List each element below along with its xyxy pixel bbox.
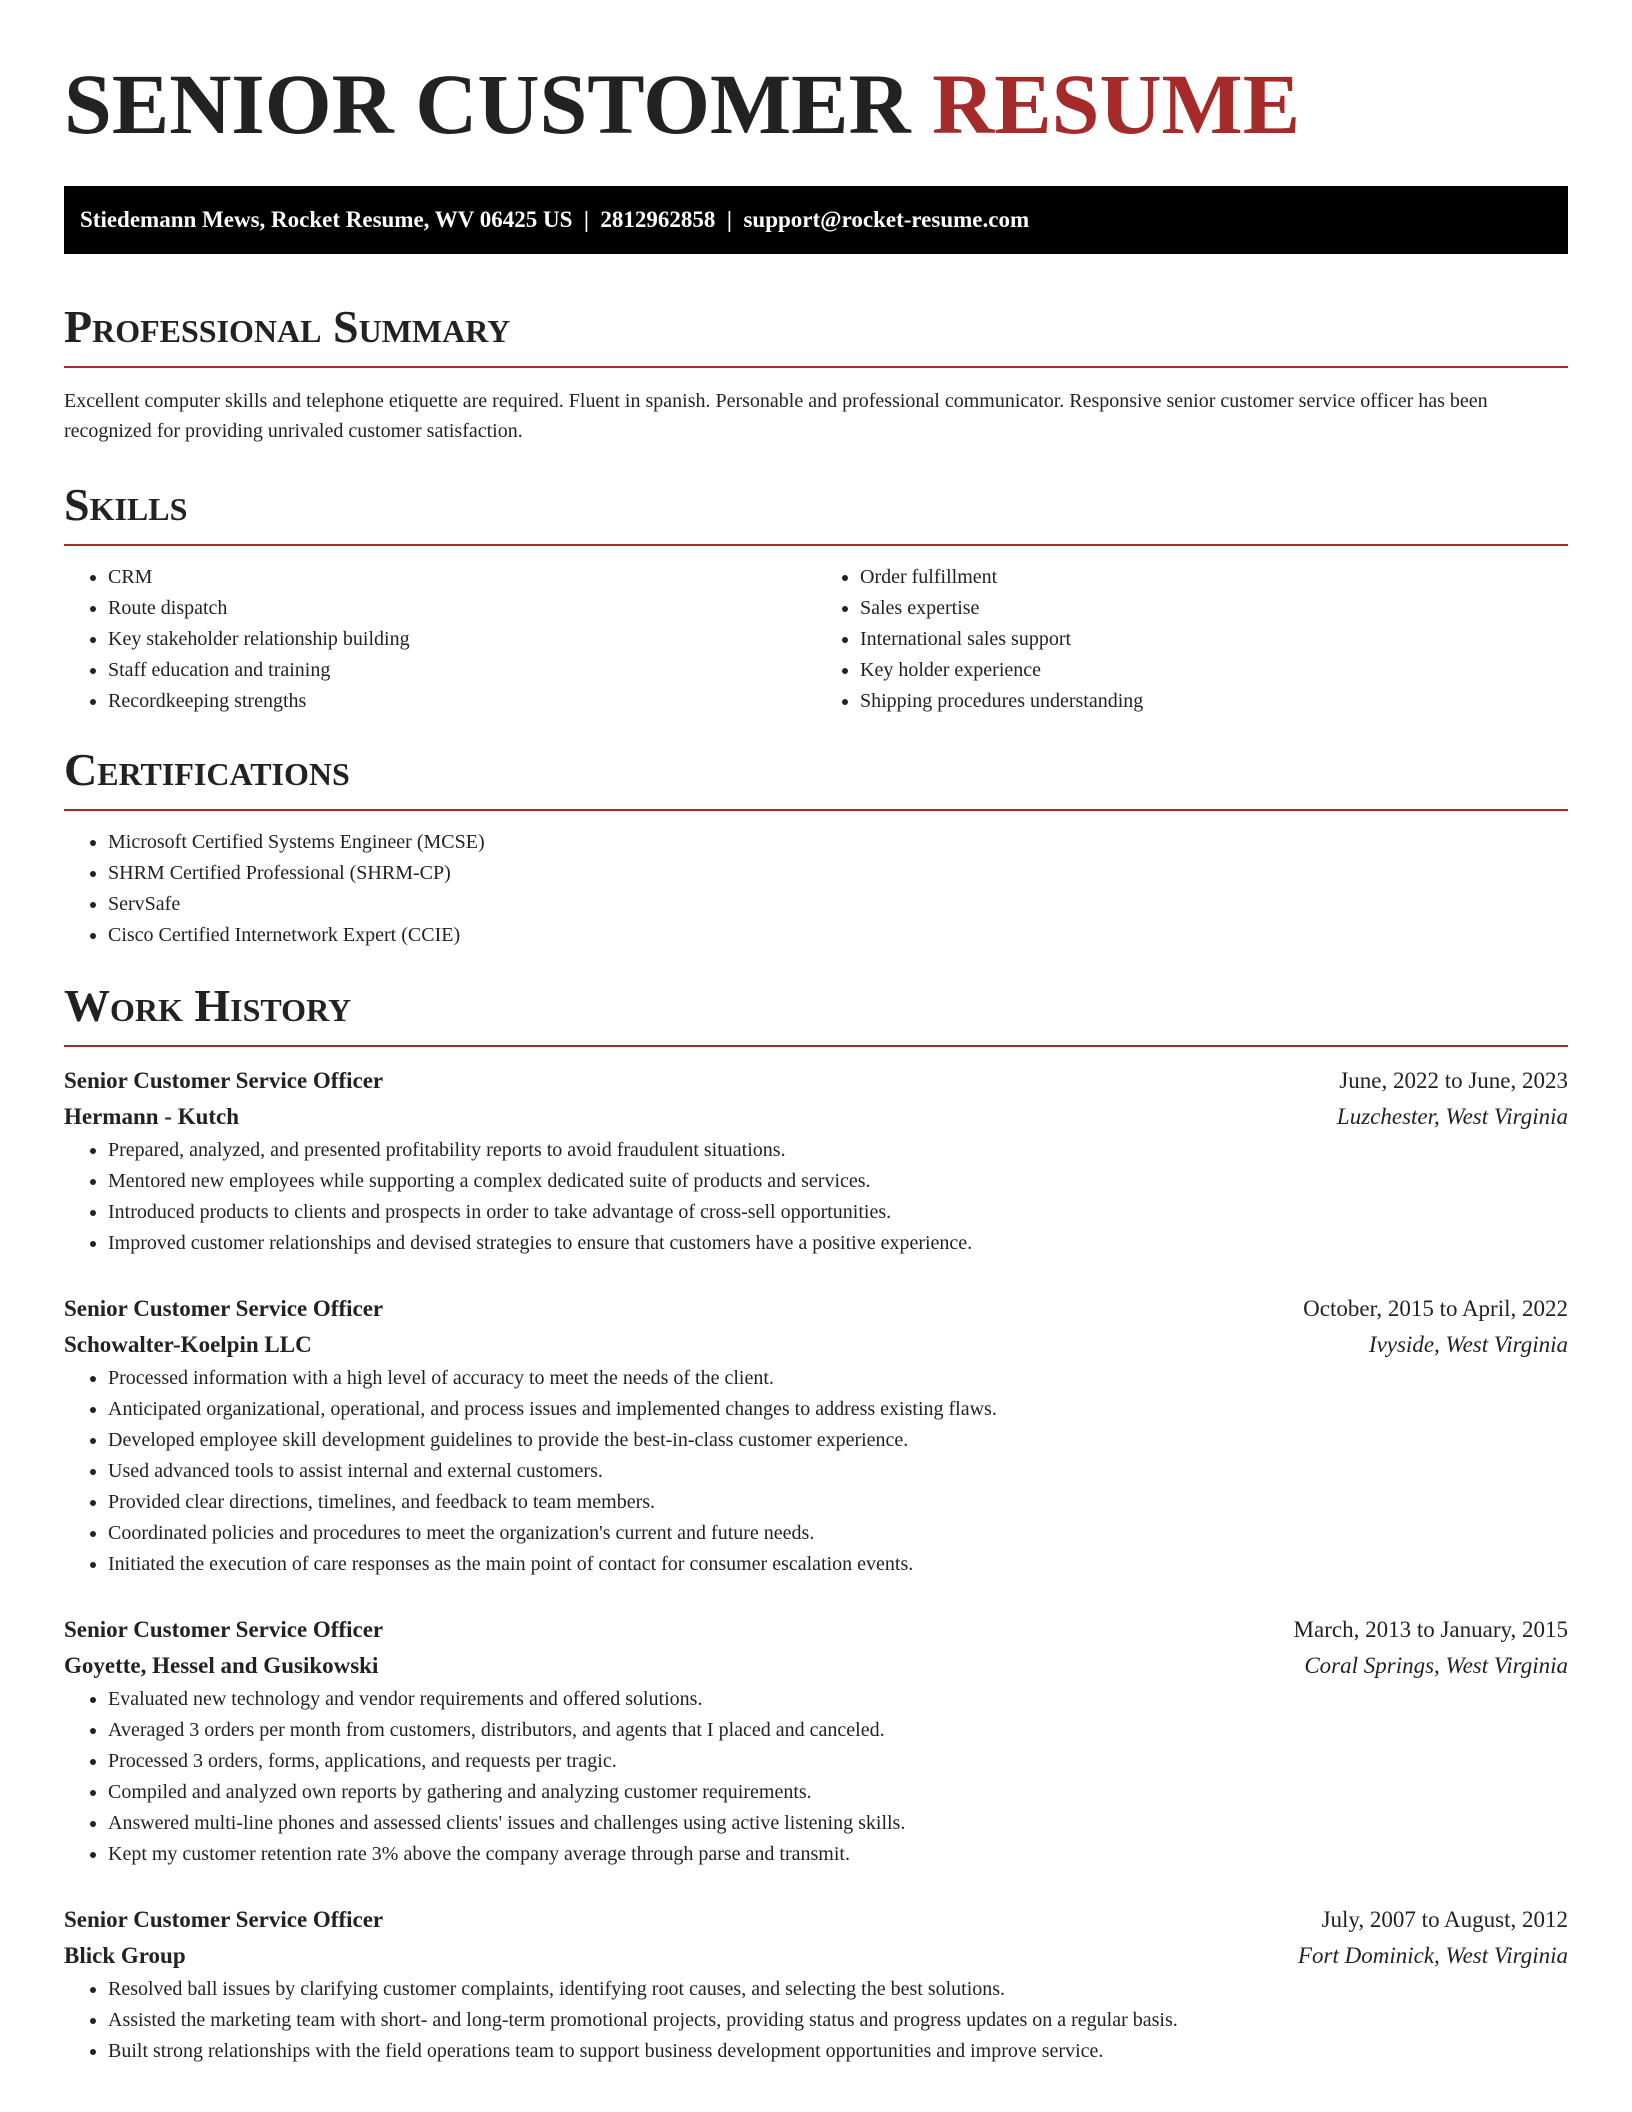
- list-item: • SHRM Certified Professional (SHRM-CP): [108, 858, 1568, 889]
- summary-text: Excellent computer skills and telephone etiquette are required. Fluent in spanish. Personable and professional communicator. Responsive senior customer service officer has been recognized for providing unrivaled customer satisfaction.: [64, 390, 1488, 442]
- list-item: • Developed employee skill development guidelines to provide the best-in-class customer experience.: [108, 1425, 1568, 1456]
- job-company: Goyette, Hessel and Gusikowski: [64, 1653, 379, 1678]
- job-dates: March, 2013 to January, 2015: [1293, 1617, 1568, 1642]
- skills-list-left: [64, 562, 816, 717]
- list-item: • Key stakeholder relationship building: [108, 624, 816, 655]
- job-location: Luzchester, West Virginia: [1336, 1104, 1568, 1129]
- section-divider: [64, 1045, 1568, 1047]
- job-header: [64, 1291, 1568, 1327]
- skills-column-left: [64, 562, 816, 717]
- list-item: • Assisted the marketing team with short- and long-term promotional projects, providing status and progress updates on a regular basis.: [108, 2005, 1568, 2036]
- skills-heading: Skills: [64, 479, 188, 530]
- contact-bar: [64, 186, 1568, 254]
- job-subheader: [64, 1938, 1568, 1974]
- list-item: • Route dispatch: [108, 593, 816, 624]
- list-item: • Used advanced tools to assist internal and external customers.: [108, 1456, 1568, 1487]
- job-location: Coral Springs, West Virginia: [1304, 1653, 1568, 1678]
- list-item: • Staff education and training: [108, 655, 816, 686]
- job-company: Hermann - Kutch: [64, 1104, 240, 1129]
- list-item: • Processed 3 orders, forms, applications, and requests per tragic.: [108, 1746, 1568, 1777]
- list-item: • Mentored new employees while supporting a complex dedicated suite of products and services.: [108, 1166, 1568, 1197]
- job-subheader: [64, 1327, 1568, 1363]
- list-item: • CRM: [108, 562, 816, 593]
- list-item: • Shipping procedures understanding: [860, 686, 1568, 717]
- job-bullets: [64, 1974, 1568, 2067]
- list-item: • Provided clear directions, timelines, and feedback to team members.: [108, 1487, 1568, 1518]
- list-item: • Evaluated new technology and vendor requirements and offered solutions.: [108, 1684, 1568, 1715]
- skills-grid: [64, 562, 1568, 717]
- certifications-list: [64, 827, 1568, 951]
- title-accent: RESUME: [932, 56, 1301, 152]
- list-item: • Improved customer relationships and devised strategies to ensure that customers have a positive experience.: [108, 1228, 1568, 1259]
- job-title: Senior Customer Service Officer: [64, 1617, 384, 1642]
- job-bullets: [64, 1684, 1568, 1870]
- job-location: Ivyside, West Virginia: [1368, 1332, 1568, 1357]
- list-item: • Microsoft Certified Systems Engineer (MCSE): [108, 827, 1568, 858]
- summary-section: [64, 302, 1568, 446]
- job-entry: [64, 1612, 1568, 1870]
- resume-title: [64, 56, 1568, 152]
- certifications-section: [64, 745, 1568, 951]
- job-dates: July, 2007 to August, 2012: [1321, 1907, 1568, 1932]
- list-item: • Answered multi-line phones and assessed clients' issues and challenges using active listening skills.: [108, 1808, 1568, 1839]
- list-item: • Resolved ball issues by clarifying customer complaints, identifying root causes, and selecting the best solutions.: [108, 1974, 1568, 2005]
- certifications-heading: Certifications: [64, 744, 350, 795]
- list-item: • Anticipated organizational, operational, and process issues and implemented changes to address existing flaws.: [108, 1394, 1568, 1425]
- job-title: Senior Customer Service Officer: [64, 1068, 384, 1093]
- list-item: • Sales expertise: [860, 593, 1568, 624]
- job-bullets: [64, 1135, 1568, 1259]
- work-history-section: [64, 981, 1568, 2067]
- job-title: Senior Customer Service Officer: [64, 1296, 384, 1321]
- job-bullets: [64, 1363, 1568, 1580]
- job-dates: October, 2015 to April, 2022: [1303, 1296, 1568, 1321]
- list-item: • International sales support: [860, 624, 1568, 655]
- section-divider: [64, 809, 1568, 811]
- job-dates: June, 2022 to June, 2023: [1339, 1068, 1568, 1093]
- list-item: • Kept my customer retention rate 3% above the company average through parse and transmit.: [108, 1839, 1568, 1870]
- job-entry: [64, 1902, 1568, 2067]
- skills-section: [64, 480, 1568, 717]
- list-item: • Initiated the execution of care responses as the main point of contact for consumer escalation events.: [108, 1549, 1568, 1580]
- skills-column-right: [816, 562, 1568, 717]
- job-header: [64, 1902, 1568, 1938]
- job-entry: [64, 1291, 1568, 1580]
- summary-heading: Professional Summary: [64, 301, 511, 352]
- job-location: Fort Dominick, West Virginia: [1297, 1943, 1568, 1968]
- section-divider: [64, 544, 1568, 546]
- job-company: Schowalter-Koelpin LLC: [64, 1332, 312, 1357]
- skills-list-right: [816, 562, 1568, 717]
- job-subheader: [64, 1648, 1568, 1684]
- list-item: • Cisco Certified Internetwork Expert (CCIE): [108, 920, 1568, 951]
- list-item: • ServSafe: [108, 889, 1568, 920]
- list-item: • Order fulfillment: [860, 562, 1568, 593]
- list-item: • Key holder experience: [860, 655, 1568, 686]
- job-subheader: [64, 1099, 1568, 1135]
- job-header: [64, 1063, 1568, 1099]
- job-entry: [64, 1063, 1568, 1259]
- list-item: • Compiled and analyzed own reports by gathering and analyzing customer requirements.: [108, 1777, 1568, 1808]
- list-item: • Coordinated policies and procedures to meet the organization's current and future needs.: [108, 1518, 1568, 1549]
- contact-info: Stiedemann Mews, Rocket Resume, WV 06425 US | 2812962858 | support@rocket-resume.com: [80, 207, 1030, 232]
- job-title: Senior Customer Service Officer: [64, 1907, 384, 1932]
- job-company: Blick Group: [64, 1943, 186, 1968]
- list-item: • Averaged 3 orders per month from customers, distributors, and agents that I placed and canceled.: [108, 1715, 1568, 1746]
- list-item: • Introduced products to clients and prospects in order to take advantage of cross-sell opportunities.: [108, 1197, 1568, 1228]
- title-main: SENIOR CUSTOMER: [64, 56, 933, 152]
- list-item: • Built strong relationships with the field operations team to support business development opportunities and improve service.: [108, 2036, 1568, 2067]
- list-item: • Processed information with a high level of accuracy to meet the needs of the client.: [108, 1363, 1568, 1394]
- list-item: • Recordkeeping strengths: [108, 686, 816, 717]
- section-divider: [64, 366, 1568, 368]
- list-item: • Prepared, analyzed, and presented profitability reports to avoid fraudulent situations.: [108, 1135, 1568, 1166]
- job-header: [64, 1612, 1568, 1648]
- work-history-heading: Work History: [64, 980, 352, 1031]
